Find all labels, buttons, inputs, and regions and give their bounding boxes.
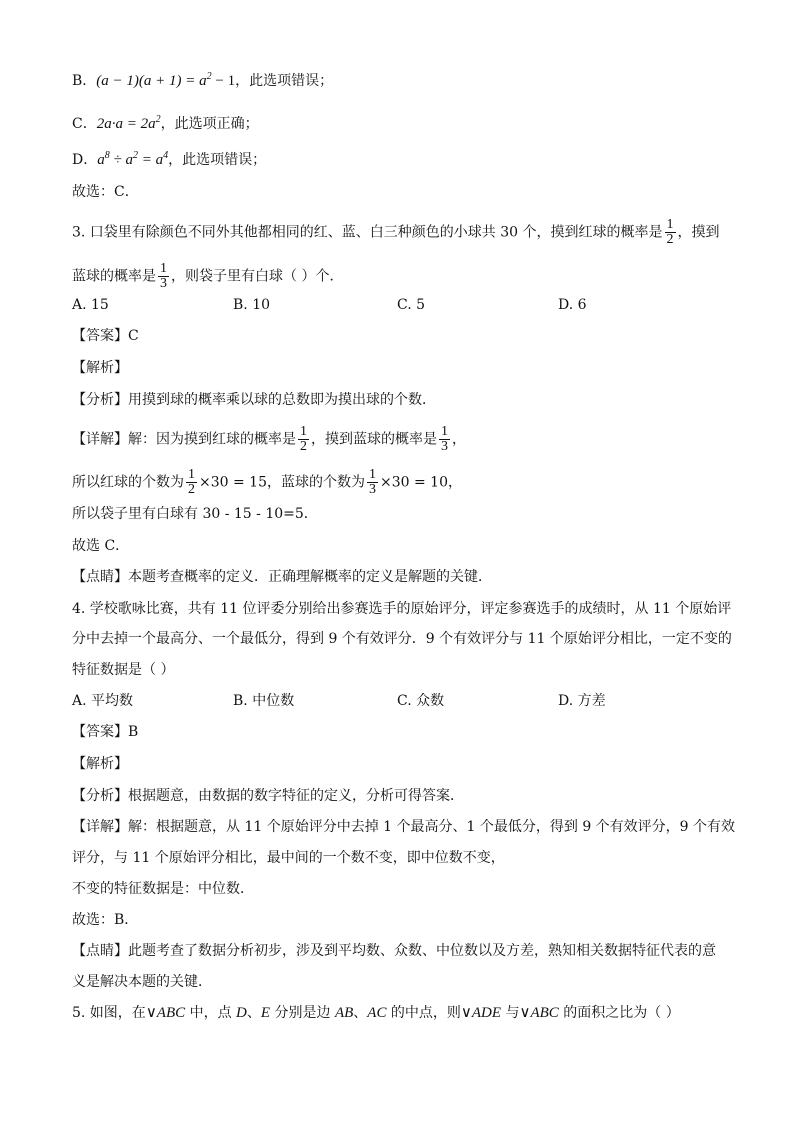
q4-detail-line-1: 【详解】解：根据题意，从 11 个原始评分中去掉 1 个最高分、1 个最低分，得到 9 个有效评分，9 个有效 [72,819,736,835]
q3-detail-fraction-red-count: $\frac{1}{2}$ [188,467,195,497]
q5-triangle-abc: ∨ABC [145,1005,186,1021]
q4-comment-line-1: 【点睛】此题考查了数据分析初步，涉及到平均数、众数、中位数以及方差，熟知相关数据特征代表的意 [72,943,716,959]
q5-triangle-abc-2: ∨ABC [519,1005,559,1021]
q4-answer: 【答案】B [72,724,139,740]
q4-option-c: C. 众数 [397,693,445,709]
q3-comment: 【点睛】本题考查概率的定义．正确理解概率的定义是解题的关键． [72,569,492,585]
q4-stem-line-1: 4. 学校歌咏比赛，共有 11 位评委分别给出参赛选手的原始评分，评定参赛选手的成绩时，从 11 个原始评 [72,601,732,617]
q4-stem-line-2: 分中去掉一个最高分、一个最低分，得到 9 个有效评分．9 个有效评分与 11 个原始评分相比，一定不变的 [72,631,732,647]
q3-option-a: A. 15 [72,297,109,313]
q2-option-c: C．$2a\cdot a = 2a^2$，此选项正确； [72,114,259,132]
q5-point-e: E [260,1005,271,1021]
q3-option-c: C. 5 [397,297,426,313]
q2-select: 故选：C． [72,184,139,200]
q5-triangle-ade: ∨ADE [460,1005,502,1021]
q4-select: 故选：B． [72,912,139,928]
q3-select: 故选 C． [72,538,130,554]
q2-option-d-expr: $a^8 \div a^2 = a^4$ [97,150,169,168]
q3-fraction-blue: $\frac{1}{3}$ [160,261,167,291]
q3-answer: 【答案】C [72,328,139,344]
q5-point-d: D [236,1005,247,1021]
q4-analysis: 【分析】根据题意，由数据的数字特征的定义，分析可得答案． [72,788,464,804]
q2-option-d: D．$a^8 \div a^2 = a^4$，此选项错误； [72,150,267,168]
q4-option-a: A. 平均数 [72,693,134,709]
q4-detail-line-2: 评分，与 11 个原始评分相比，最中间的一个数不变，即中位数不变， [72,850,505,866]
q3-detail-fraction-blue-count: $\frac{1}{3}$ [369,467,376,497]
q3-detail-line-3: 所以袋子里有白球有 30 - 15 - 10=5． [72,506,318,522]
q2-option-b-expr: $(a - 1)(a + 1) = a^2 - 1$ [96,71,236,89]
q3-stem-line-1: 3. 口袋里有除颜色不同外其他都相同的红、蓝、白三种颜色的小球共 30 个，摸到红球的概率是 $\frac{1}{2}$ ，摸到 [72,217,720,247]
q3-analysis: 【分析】用摸到球的概率乘以球的总数即为摸出球的个数． [72,392,436,408]
q4-analysis-heading: 【解析】 [72,756,128,772]
q3-fraction-red: $\frac{1}{2}$ [666,217,674,247]
q4-detail-line-3: 不变的特征数据是：中位数． [72,881,254,897]
q3-stem-line-2: 蓝球的概率是 $\frac{1}{3}$ ，则袋子里有白球（ ）个． [72,261,344,291]
q3-detail-line-2: 所以红球的个数为 $\frac{1}{2}$ ×30 = 15，蓝球的个数为 $\frac{1}{3}$ ×30 = 10， [72,467,462,497]
q3-detail-line-1: 【详解】解：因为摸到红球的概率是 $\frac{1}{2}$ ，摸到蓝球的概率是 $\frac{1}{3}$ ， [72,424,466,454]
q4-option-d: D. 方差 [558,693,606,709]
q5-side-ab: AB [334,1005,354,1021]
q4-comment-line-2: 义是解决本题的关键． [72,974,212,990]
q2-option-c-expr: $2a\cdot a = 2a^2$ [96,114,161,132]
q3-analysis-heading: 【解析】 [72,360,128,376]
q3-detail-fraction-blue: $\frac{1}{3}$ [441,424,448,454]
q3-detail-fraction-red: $\frac{1}{2}$ [300,424,307,454]
q5-side-ac: AC [367,1005,387,1021]
q4-stem-line-3: 特征数据是（ ） [72,662,175,678]
q5-stem: 5. 如图，在∨ABC 中，点 D、E 分别是边 AB、AC 的中点，则∨ADE 与∨ABC 的面积之比为（ ） [72,1005,680,1021]
q3-option-d: D. 6 [558,297,587,313]
q2-option-b: B．$(a - 1)(a + 1) = a^2 - 1$，此选项错误； [72,71,334,89]
q3-option-b: B. 10 [233,297,271,313]
q4-option-b: B. 中位数 [233,693,295,709]
